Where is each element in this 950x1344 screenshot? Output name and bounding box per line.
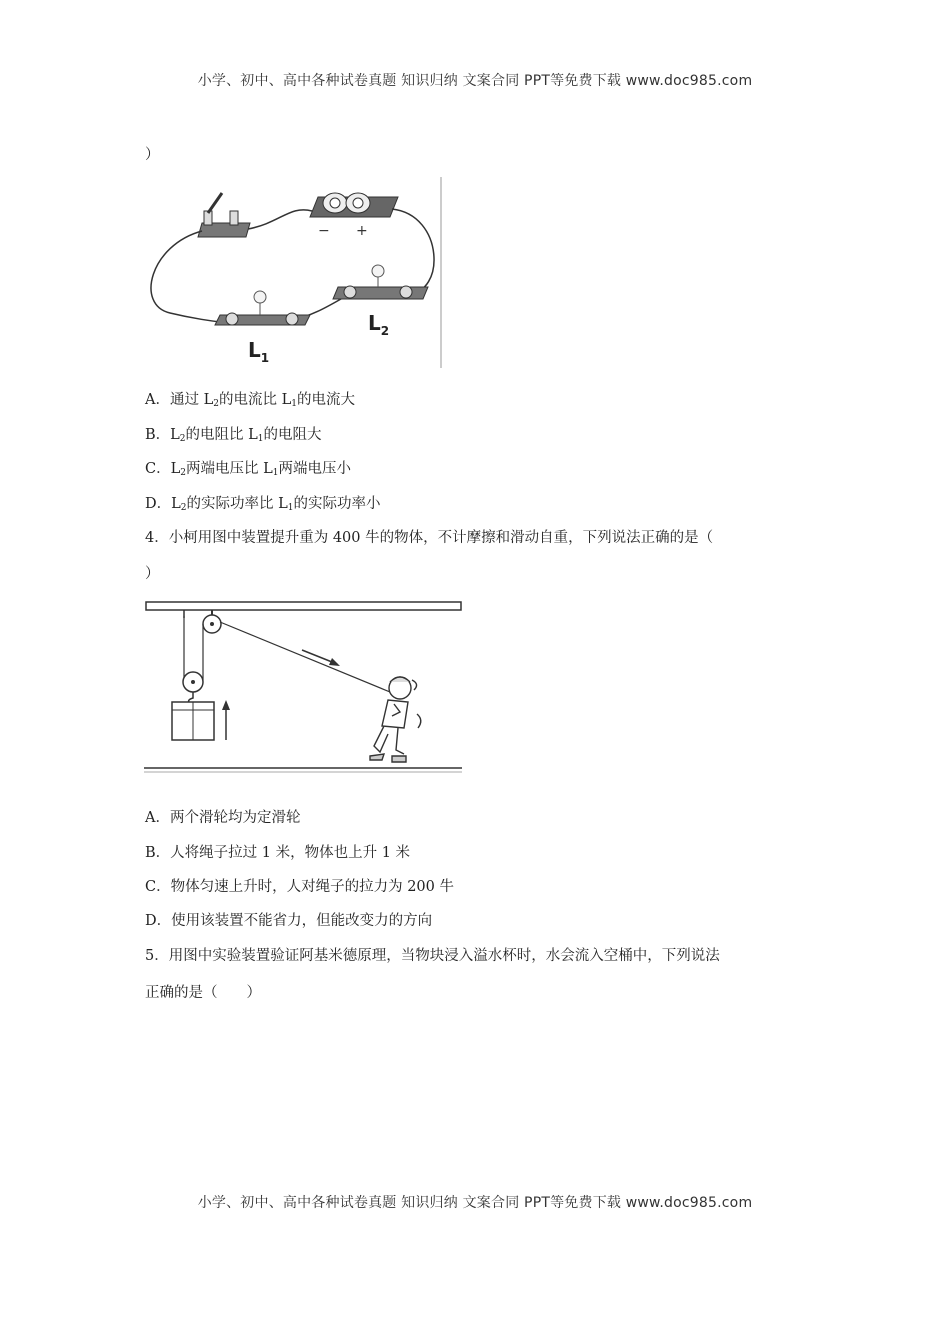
subscript: 2 (213, 399, 219, 409)
q4-stem-tail: ） (145, 566, 160, 582)
option-letter: A． (145, 392, 170, 408)
option-text: L (171, 496, 181, 512)
page-header: 小学、初中、高中各种试卷真题 知识归纳 文案合同 PPT等免费下载 www.doc985.com (197, 73, 753, 89)
q5-stem-line2: 正确的是（ ） (145, 985, 261, 1001)
subscript: 1 (291, 399, 297, 409)
option-text: 的电流比 L (218, 392, 292, 408)
q3-option-a (145, 390, 355, 414)
q3-option-c (145, 459, 351, 483)
subscript: 2 (180, 503, 187, 513)
circuit-figure (140, 175, 445, 370)
option-letter: D． (145, 496, 172, 512)
option-text: 的电阻比 L (185, 427, 258, 443)
weight-box (172, 702, 214, 740)
option-text: L (170, 427, 180, 443)
q4-option-c: C．物体匀速上升时，人对绳子的拉力为 200 牛 (145, 879, 454, 895)
subscript: 1 (287, 503, 294, 513)
label-l2-sub: 2 (380, 324, 390, 338)
option-text: 的实际功率小 (293, 496, 381, 512)
page-footer: 小学、初中、高中各种试卷真题 知识归纳 文案合同 PPT等免费下载 www.doc985.com (197, 1195, 753, 1211)
q3-option-d (145, 494, 381, 518)
battery-minus-label: − (318, 223, 330, 239)
label-l1-sub: 1 (260, 351, 270, 365)
q3-stem-tail: ） (145, 147, 160, 163)
option-text: L (170, 461, 181, 477)
pulley-figure (142, 596, 467, 776)
battery (310, 193, 398, 217)
q3-option-b (145, 425, 322, 449)
option-text: 通过 L (169, 392, 214, 408)
q4-option-d: D．使用该装置不能省力，但能改变力的方向 (145, 913, 433, 929)
label-l1: L (248, 338, 261, 362)
q4-option-a: A．两个滑轮均为定滑轮 (145, 810, 301, 826)
subscript: 1 (257, 434, 264, 444)
option-text: 的电阻大 (263, 427, 322, 443)
option-text: 的实际功率比 L (186, 496, 288, 512)
option-text: 两端电压小 (278, 461, 351, 477)
q4-stem: 4．小柯用图中装置提升重为 400 牛的物体，不计摩擦和滑动自重，下列说法正确的是（ (145, 530, 714, 546)
q5-stem-line1: 5．用图中实验装置验证阿基米德原理，当物块浸入溢水杯时，水会流入空桶中，下列说法 (145, 948, 720, 964)
option-letter: C． (145, 461, 171, 477)
subscript: 1 (272, 468, 279, 478)
option-text: 的电流大 (296, 392, 355, 408)
option-text: 两端电压比 L (185, 461, 273, 477)
battery-plus-label: + (356, 223, 368, 239)
q4-option-b: B．人将绳子拉过 1 米，物体也上升 1 米 (145, 845, 411, 861)
subscript: 2 (180, 468, 186, 478)
option-letter: B． (145, 427, 171, 443)
label-l2: L (368, 311, 381, 335)
subscript: 2 (179, 434, 186, 444)
